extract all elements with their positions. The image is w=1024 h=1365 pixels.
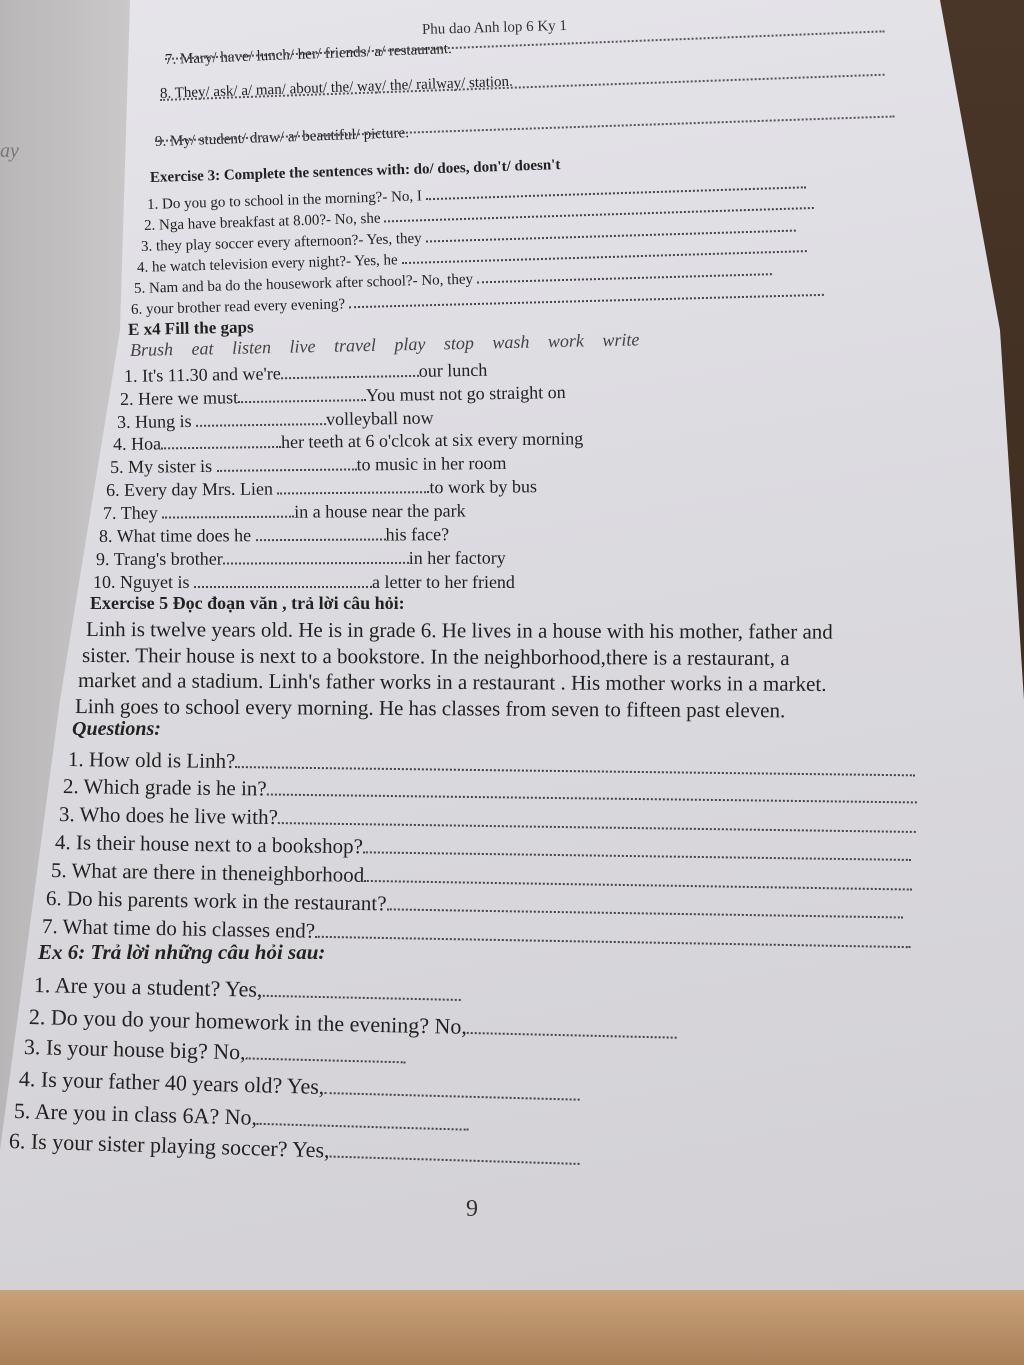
ex4-title: E x4 Fill the gaps <box>127 317 254 339</box>
ex4-item: 6. Every day Mrs. Lien to work by bus <box>106 472 537 501</box>
ex4-item: 1. It's 11.30 and we're our lunch <box>124 356 488 387</box>
ex4-item: 9. Trang's brother in her factory <box>96 544 506 570</box>
ex4-item: 3. Hung is volleyball now <box>117 404 434 433</box>
word-bank-item: eat <box>191 338 214 359</box>
ex2-item: 9. My/ student/ draw/ a/ beautiful/ picture. <box>154 125 410 150</box>
ex4-item: 10. Nguyet is a letter to her friend <box>93 568 515 593</box>
ex6-item: 4. Is your father 40 years old? Yes, <box>19 1062 580 1107</box>
ex6-item: 2. Do you do your homework in the evening? No, <box>29 1000 678 1045</box>
word-bank-item: play <box>394 333 426 355</box>
ex3-item: 5. Nam and ba do the housework after school?- No, they <box>134 258 772 298</box>
margin-scribble: ay <box>0 140 19 162</box>
ex5-question: 4. Is their house next to a bookshop? <box>55 826 911 867</box>
ex5-question: 1. How old is Linh? <box>68 743 916 782</box>
ex3-title: Exercise 3: Complete the sentences with: do/ does, don't/ doesn't <box>149 157 561 186</box>
word-bank-item: listen <box>231 337 272 358</box>
word-bank-item: stop <box>443 332 475 354</box>
page-number: 9 <box>466 1196 478 1222</box>
ex5-question: 7. What time do his classes end? <box>42 910 912 954</box>
ex3-item: 2. Nga have breakfast at 8.00?- No, she <box>144 192 815 235</box>
ex5-question: 3. Who does he live with? <box>59 798 916 839</box>
word-bank-item: live <box>289 336 316 357</box>
ex4-item: 4. Hoa her teeth at 6 o'clcok at six every morning <box>112 428 584 454</box>
ex4-item: 5. My sister is to music in her room <box>110 449 507 478</box>
ex5-question: 5. What are there in theneighborhood <box>51 854 913 897</box>
word-bank-item: wash <box>492 331 530 353</box>
ex6-item: 1. Are you a student? Yes, <box>34 968 461 1007</box>
word-bank-item: work <box>547 330 585 352</box>
ex6-title: Ex 6: Trả lời những câu hỏi sau: <box>38 940 326 964</box>
ex3-item: 3. they play soccer every afternoon?- Yes, they <box>141 215 796 256</box>
passage-line: Linh is twelve years old. He is in grade 6. He lives in a house with his mother, father and <box>85 617 833 644</box>
ex6-item: 6. Is your sister playing soccer? Yes, <box>9 1124 580 1171</box>
ex3-item: 4. he watch television every night?- Yes, he <box>137 235 807 277</box>
word-bank-item: travel <box>333 334 377 356</box>
ex6-item: 3. Is your house big? No, <box>24 1030 406 1069</box>
ex2-item: 8. They/ ask/ a/ man/ about/ the/ way/ the/ railway/ station. <box>159 73 514 102</box>
passage-line: sister. Their house is next to a bookstore. In the neighborhood,there is a restaurant, a <box>81 643 790 671</box>
ex5-title: Exercise 5 Đọc đoạn văn , trả lời câu hỏi: <box>90 593 405 613</box>
ex4-item: 7. They in a house near the park <box>103 496 466 524</box>
ex5-question: 2. Which grade is he in? <box>63 770 917 809</box>
ex3-item: 1. Do you go to school in the morning?- No, I <box>147 171 806 214</box>
ex2-item: 7. Mary/ have/ lunch/ her/ friends/ a/ restaurant. <box>164 40 453 68</box>
ex5-question: 6. Do his parents work in the restaurant? <box>46 882 903 924</box>
ex3-item: 6. your brother read every evening? <box>131 279 824 319</box>
ex4-item: 2. Here we must You must not go straight on <box>119 382 566 409</box>
ex4-item: 8. What time does he his face? <box>99 520 449 547</box>
answer-line <box>155 115 895 142</box>
word-bank-item: write <box>602 329 640 351</box>
ex6-item: 5. Are you in class 6A? No, <box>14 1094 470 1137</box>
page-header: Phu dao Anh lop 6 Ky 1 <box>421 17 568 38</box>
word-bank-item: Brush <box>129 339 174 360</box>
passage-line: Linh goes to school every morning. He has classes from seven to fifteen past eleven. <box>74 694 786 723</box>
passage-line: market and a stadium. Linh's father works in a restaurant . His mother works in a market. <box>77 668 827 696</box>
questions-label: Questions: <box>72 718 161 740</box>
